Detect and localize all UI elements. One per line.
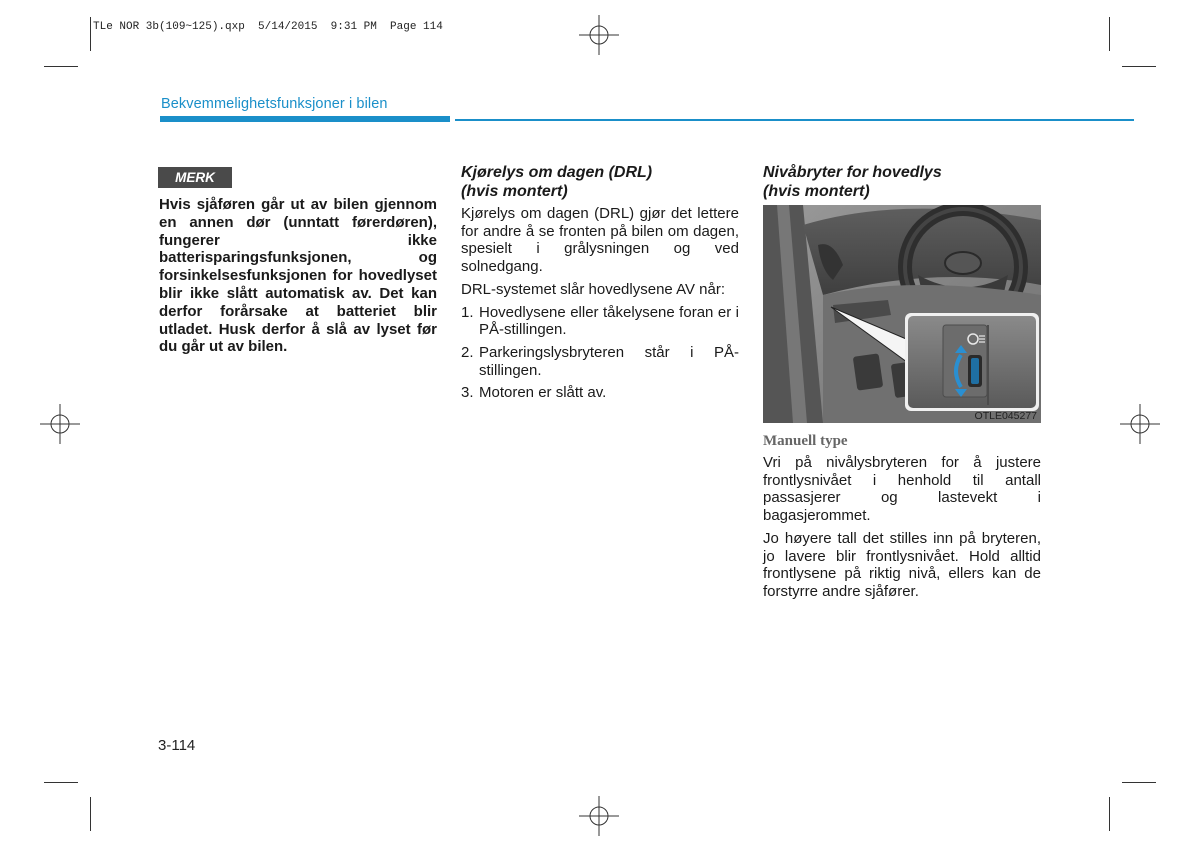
figure-caption: Manuell type [763,433,848,449]
crop-mark [1109,17,1110,51]
list-item-text: Motoren er slått av. [479,384,607,402]
crop-mark [44,782,78,783]
page-number: 3-114 [158,737,196,754]
leveling-heading-line2: (hvis montert) [763,182,870,200]
list-item-number: 2. [461,343,474,361]
list-item-number: 1. [461,303,474,321]
leveling-section [763,164,1041,606]
crop-mark [44,66,78,67]
drl-section [461,164,739,407]
note-badge: MERK [158,167,232,188]
section-title: Bekvemmelighetsfunksjoner i bilen [161,96,388,112]
header-rule-thin [455,119,1134,121]
crop-mark [90,17,91,51]
crop-mark [1122,782,1156,783]
drl-condition-list [461,304,739,403]
registration-mark-icon [1120,404,1160,444]
leveling-heading [763,164,1041,201]
leveling-para-2: Jo høyere tall det stilles inn på bryteren, jo lavere blir frontlysnivået. Hold alltid frontlysene på riktig nivå, ellers kan de forstyrre andre sjåfører. [763,529,1041,600]
car-interior-illustration [763,205,1041,423]
leveling-para-1: Vri på nivålysbryteren for å justere frontlysnivået i henhold til antall passasjerer og lastevekt i bagasjerommet. [763,454,1041,525]
list-item [461,344,739,379]
list-item [461,384,739,402]
leveling-heading-line1: Nivåbryter for hovedlys [763,164,942,181]
drl-heading-line2: (hvis montert) [461,182,568,200]
registration-mark-icon [40,404,80,444]
list-item [461,304,739,339]
list-item-text: Hovedlysene eller tåkelysene foran er i PÅ-stillingen. [479,303,739,339]
header-rule-thick [160,116,450,122]
drl-heading [461,164,739,201]
print-slug: TLe NOR 3b(109~125).qxp 5/14/2015 9:31 PM Page 114 [93,21,443,33]
crop-mark [90,797,91,831]
crop-mark [1122,66,1156,67]
crop-mark [1109,797,1110,831]
drl-heading-line1: Kjørelys om dagen (DRL) [461,164,653,181]
drl-intro: Kjørelys om dagen (DRL) gjør det lettere for andre å se fronten på bilen om dagen, spesielt i grålysningen og ved solnedgang. [461,205,739,276]
list-item-text: Parkeringslysbryteren står i PÅ-stillingen. [479,343,739,379]
drl-condition: DRL-systemet slår hovedlysene AV når: [461,280,726,298]
registration-mark-icon [579,15,619,55]
figure-code: OTLE045277 [974,410,1037,422]
headlight-leveling-figure [763,205,1041,423]
list-item-number: 3. [461,384,474,402]
note-text: Hvis sjåføren går ut av bilen gjennom en annen dør (unntatt førerdøren), fungerer ikke batterisparingsfunksjonen, og forsinkelsesfunksjonen for hovedlyset blir ikke slått automatisk av. Det kan derfor forårsake at batteriet blir utladet. Husk derfor å slå av lyset før du går ut av bilen. [159,196,437,356]
registration-mark-icon [579,796,619,836]
